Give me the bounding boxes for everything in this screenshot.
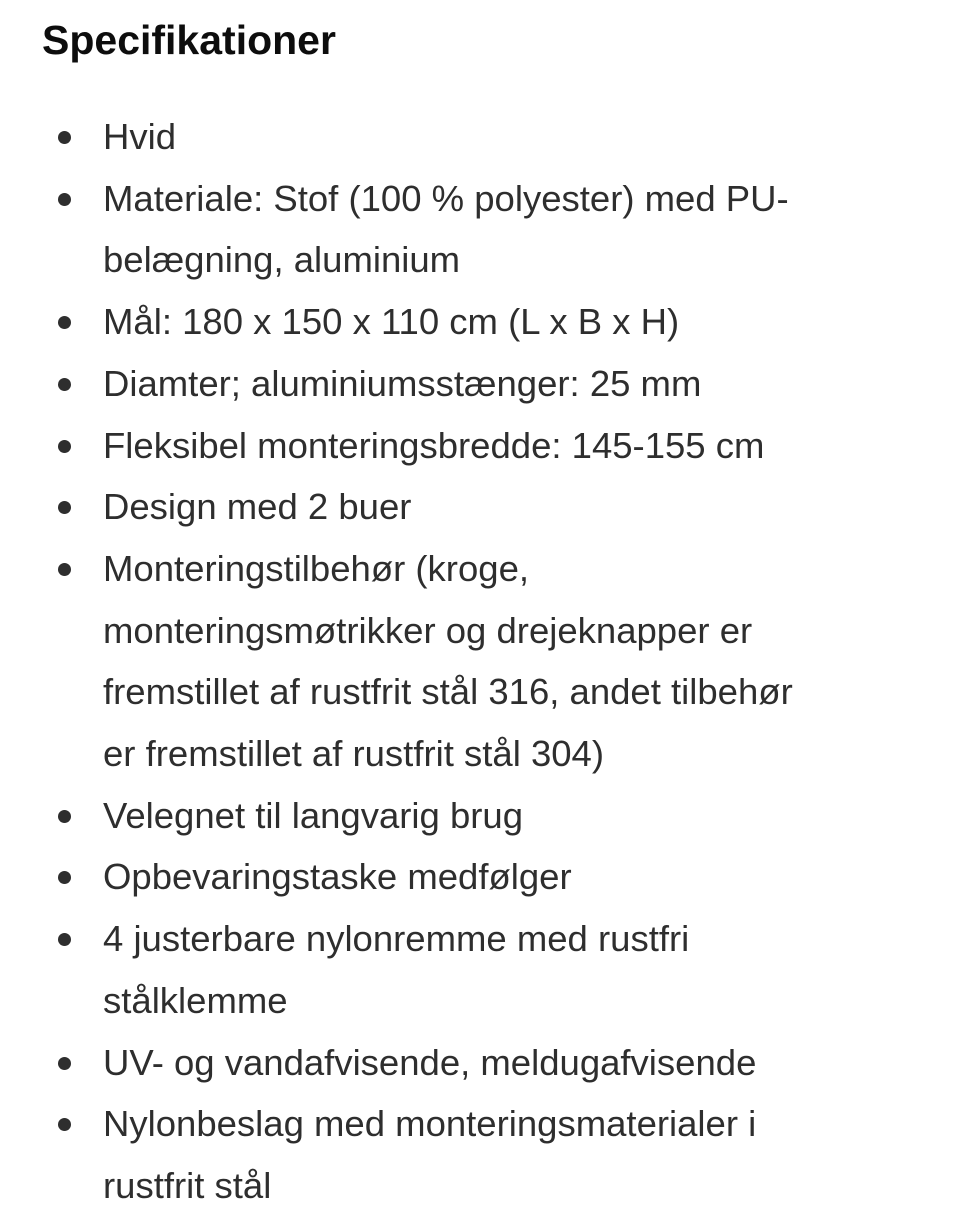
spec-text: Materiale: Stof (100 % polyester) med PU- bbox=[103, 177, 789, 219]
spec-text: Opbevaringstaske medfølger bbox=[103, 856, 572, 898]
bullet-icon bbox=[58, 501, 71, 514]
spec-text: Velegnet til langvarig brug bbox=[103, 794, 524, 836]
spec-text: 4 justerbare nylonremme med rustfri bbox=[103, 918, 690, 960]
spec-item-mounting-width bbox=[0, 415, 960, 477]
spec-text: Fleksibel monteringsbredde: 145-155 cm bbox=[103, 424, 765, 466]
spec-item-design bbox=[0, 476, 960, 538]
spec-text: belægning, aluminium bbox=[103, 239, 461, 281]
spec-text: monteringsmøtrikker og drejeknapper er bbox=[103, 609, 753, 651]
spec-text: rustfrit stål bbox=[103, 1164, 272, 1206]
bullet-icon bbox=[58, 933, 71, 946]
spec-text: Monteringstilbehør (kroge, bbox=[103, 547, 530, 589]
spec-text: Hvid bbox=[103, 116, 177, 157]
bullet-icon bbox=[58, 810, 71, 823]
spec-text: stålklemme bbox=[103, 979, 288, 1021]
spec-text: Design med 2 buer bbox=[103, 486, 412, 528]
bullet-icon bbox=[58, 316, 71, 329]
spec-text: fremstillet af rustfrit stål 316, andet tilbehør bbox=[103, 671, 793, 713]
spec-item-fittings bbox=[0, 1093, 960, 1216]
bullet-icon bbox=[58, 193, 71, 206]
bullet-icon bbox=[58, 440, 71, 453]
bullet-icon bbox=[58, 131, 71, 144]
spec-text: UV- og vandafvisende, meldugafvisende bbox=[103, 1041, 757, 1083]
spec-item-dimensions bbox=[0, 291, 960, 353]
section-title: Specifikationer bbox=[42, 17, 336, 63]
bullet-icon bbox=[58, 871, 71, 884]
spec-item-material bbox=[0, 168, 960, 291]
spec-text: Diamter; aluminiumsstænger: 25 mm bbox=[103, 362, 702, 404]
bullet-icon bbox=[58, 1057, 71, 1070]
spec-item-resistance bbox=[0, 1032, 960, 1094]
spec-item-storage-bag bbox=[0, 846, 960, 908]
spec-list bbox=[0, 106, 960, 1217]
spec-item-diameter bbox=[0, 353, 960, 415]
spec-item-straps bbox=[0, 908, 960, 1031]
spec-item-mounting-accessories bbox=[0, 538, 960, 785]
bullet-icon bbox=[58, 1118, 71, 1131]
spec-text: Nylonbeslag med monteringsmaterialer i bbox=[103, 1103, 757, 1145]
spec-text: Mål: 180 x 150 x 110 cm (L x B x H) bbox=[103, 301, 680, 343]
bullet-icon bbox=[58, 563, 71, 576]
spec-item-durability bbox=[0, 785, 960, 847]
bullet-icon bbox=[58, 378, 71, 391]
spec-text: er fremstillet af rustfrit stål 304) bbox=[103, 733, 605, 775]
spec-item-color bbox=[0, 106, 960, 168]
